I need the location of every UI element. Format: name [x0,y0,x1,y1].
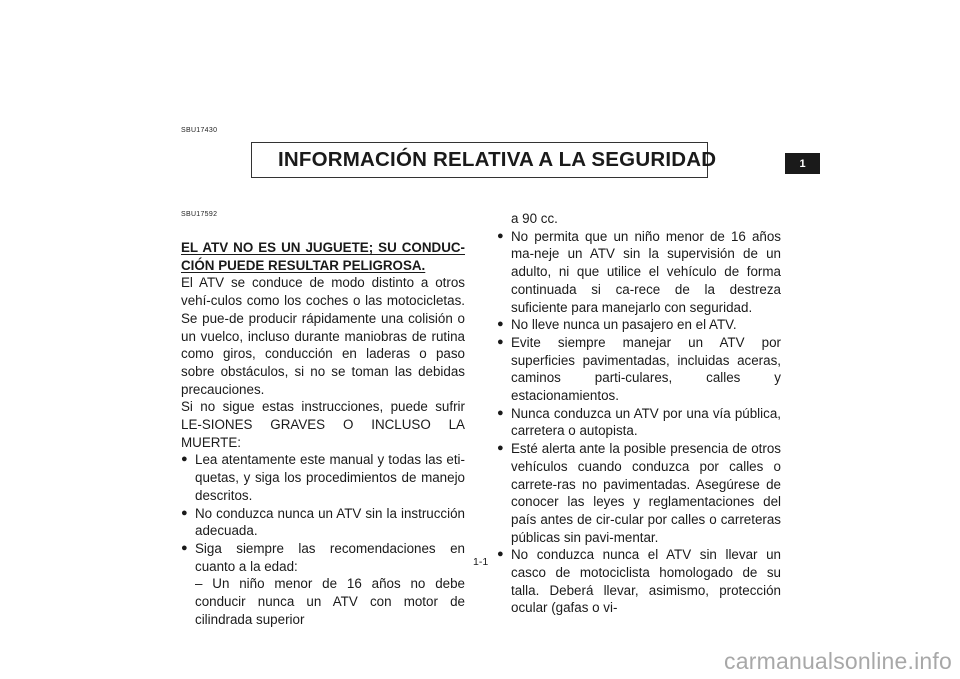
page-number: 1-1 [473,556,489,568]
right-column [497,210,781,617]
safety-title-box [251,142,717,178]
section-code-column: SBU17592 [181,211,218,218]
list-item: ● No conduzca nunca un ATV sin la instrucción adecuada. [181,505,465,539]
bullet-dot-icon: ● [181,453,188,466]
list-item: ● No lleve nunca un pasajero en el ATV. [497,317,737,333]
bullet-dot-icon: ● [497,318,504,331]
bullet-dot-icon: ● [497,229,504,242]
continued-text: a 90 cc. [511,211,558,226]
page-title: INFORMACIÓN RELATIVA A LA SEGURIDAD [278,148,717,171]
left-column [181,239,465,628]
sub-list-item: – Un niño menor de 16 años no debe conducir nunca un ATV con motor de cilindrada superior [195,576,465,627]
list-item: ● Lea atentamente este manual y todas las eti-quetas, y siga los procedimientos de manejo descritos. [181,452,465,503]
list-item: ● Siga siempre las recomendaciones en cuanto a la edad: [181,540,465,574]
paragraph-2: Si no sigue estas instrucciones, puede sufrir LE-SIONES GRAVES O INCLUSO LA MUERTE: [181,399,465,450]
list-item: ● Evite siempre manejar un ATV por superficies pavimentadas, incluidas aceras, caminos parti-culares, calles y estacionamientos. [497,334,781,404]
bullet-dot-icon: ● [497,442,504,455]
section-heading: EL ATV NO ES UN JUGUETE; SU CONDUC-CIÓN PUEDE RESULTAR PELIGROSA. [181,240,465,273]
bullet-dot-icon: ● [497,548,504,561]
bullet-dot-icon: ● [497,406,504,419]
list-item: ● Esté alerta ante la posible presencia de otros vehículos cuando conduzca por calles o carrete-ras no pavimentadas. Asegúrese de conocer las leyes y reglamentaciones del país antes de cir-cular por calles o carreteras públicas sin pavi-mentar. [497,441,781,545]
list-item: ● Nunca conduzca un ATV por una vía pública, carretera o autopista. [497,405,781,439]
list-item: ● No conduzca nunca el ATV sin llevar un casco de motociclista homologado de su talla. Deberá llevar, asimismo, protección ocular (gafas o vi- [497,547,781,616]
bullet-dot-icon: ● [181,541,188,554]
bullet-dot-icon: ● [497,335,504,348]
list-item: ● No permita que un niño menor de 16 años ma-neje un ATV sin la supervisión de un adulto, ni que utilice el vehículo de forma continuada si ca-rece de la destreza suficiente para manejarlo con seguridad. [497,228,781,315]
section-code-top: SBU17430 [181,127,218,134]
watermark: carmanualsonline.info [724,648,952,674]
paragraph-1: El ATV se conduce de modo distinto a otros vehí-culos como los coches o las motocicletas. Se pue-de producir rápidamente una colisión o un vuelco, incluso durante maniobras de rutina como giros, conducción en laderas o paso sobre obstáculos, si no se toman las debidas precauciones. [181,275,465,397]
bullet-dot-icon: ● [181,506,188,519]
chapter-tab[interactable]: 1 [785,153,820,174]
